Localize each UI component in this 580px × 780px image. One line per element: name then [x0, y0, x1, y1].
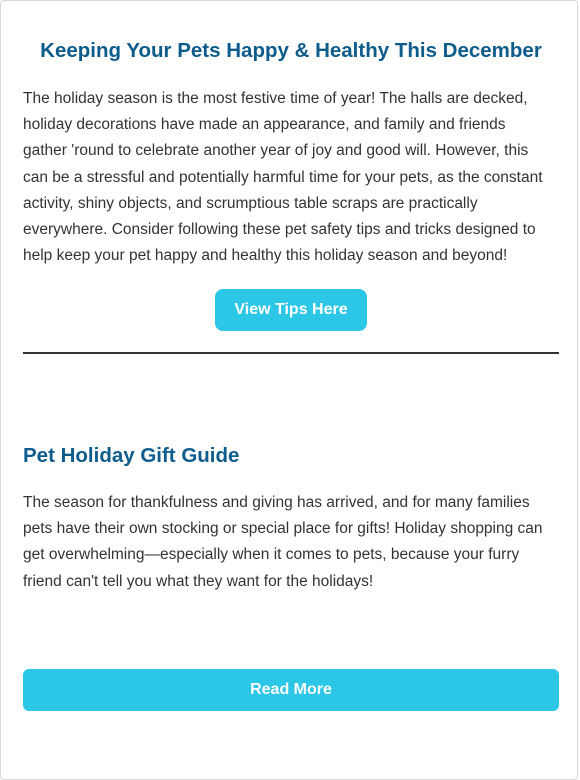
section-body-gift-guide: The season for thankfulness and giving has arrived, and for many families pets have their own stocking or special place for gifts! Holiday shopping can get overwhelming—especially when it comes to pets, because your furry friend can't tell you what they want for the holidays! [23, 494, 543, 590]
view-tips-button[interactable]: View Tips Here [215, 289, 367, 331]
section-title-gift-guide: Pet Holiday Gift Guide [23, 444, 240, 467]
read-more-button[interactable]: Read More [23, 669, 559, 711]
section-title-pets-happy-healthy: Keeping Your Pets Happy & Healthy This December [40, 39, 542, 62]
section-body-pets-happy-healthy: The holiday season is the most festive time of year! The halls are decked, holiday decorations have made an appearance, and family and friends gather 'round to celebrate another year of joy and good will. However, this can be a stressful and potentially harmful time for your pets, as the constant activity, shiny objects, and scrumptious table scraps are practically everywhere. Consider following these pet safety tips and tricks designed to help keep your pet happy and healthy this holiday season and beyond! [23, 90, 543, 265]
section-divider [23, 352, 559, 354]
